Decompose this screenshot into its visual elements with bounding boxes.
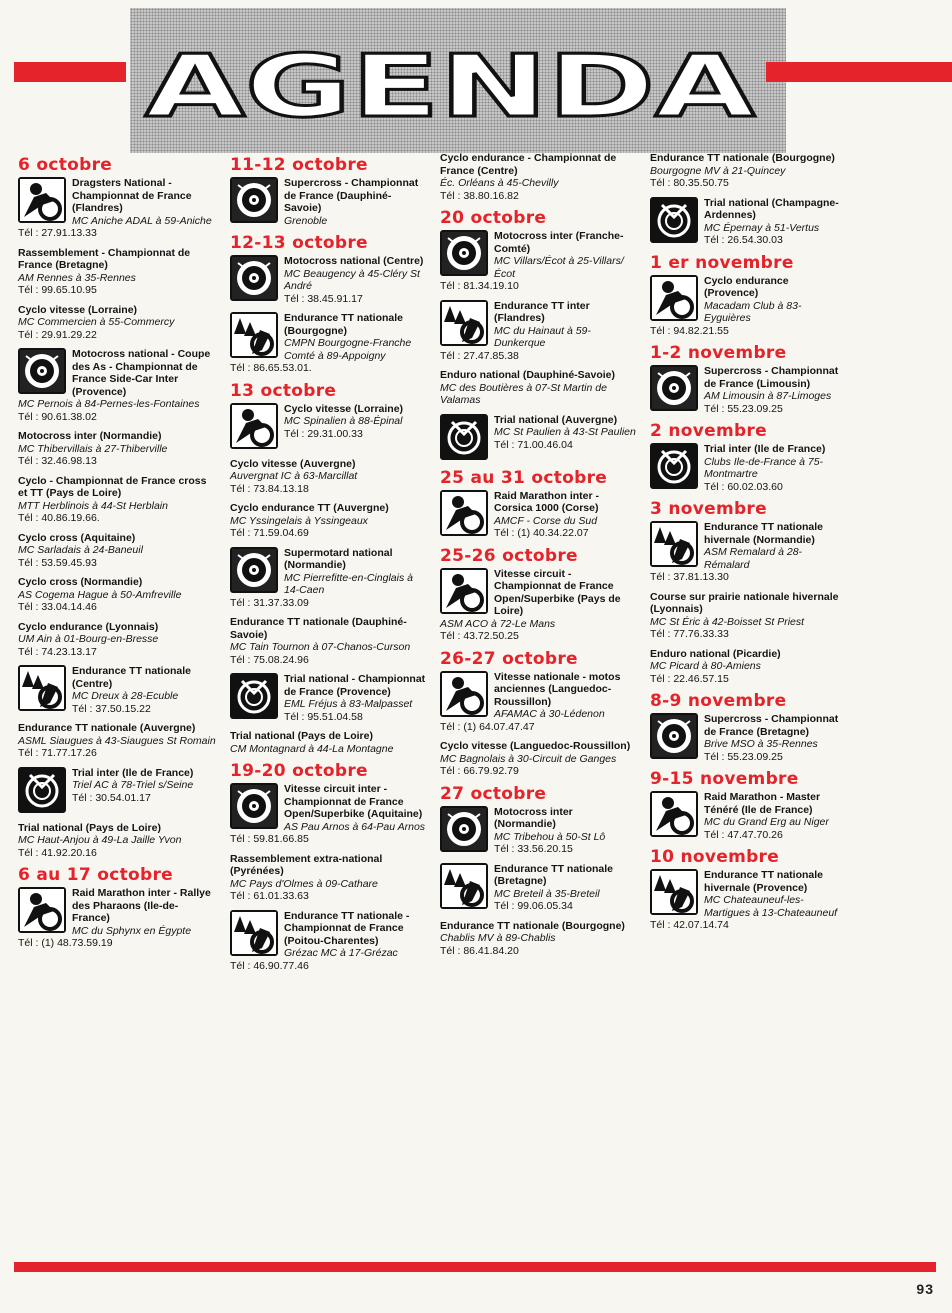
agenda-event — [18, 475, 216, 525]
event-organizer: AM Rennes à 35-Rennes — [18, 271, 136, 284]
event-phone: Tél : 22.46.57.15 — [650, 672, 729, 685]
agenda-event — [650, 443, 844, 493]
agenda-event — [440, 863, 636, 913]
event-phone: Tél : (1) 64.07.47.47 — [440, 720, 535, 733]
event-phone: Tél : 33.04.14.46 — [18, 601, 97, 613]
event-organizer: CMPN Bourgogne-Franche Comté à 89-Appoigny — [284, 337, 412, 362]
event-title: Cyclo endurance TT (Auvergne) — [230, 502, 389, 514]
agenda-event — [650, 197, 844, 247]
event-phone: Tél : 71.77.17.26 — [18, 747, 97, 759]
agenda-event — [650, 869, 844, 932]
moto-icon — [18, 177, 66, 223]
moto-icon — [650, 791, 698, 837]
agenda-event — [230, 312, 426, 375]
agenda-event — [230, 502, 426, 540]
event-title: Dragsters National - Championnat de France (Flandres) — [72, 177, 192, 214]
agenda-event — [230, 910, 426, 973]
event-phone: Tél : 86.41.84.20 — [440, 944, 519, 957]
event-title: Rassemblement - Championnat de France (Bretagne) — [18, 246, 191, 271]
event-phone: Tél : 41.92.20.16 — [18, 846, 97, 859]
event-title: Cyclo vitesse (Lorraine) — [18, 303, 138, 316]
event-title: Enduro national (Dauphiné-Savoie) — [440, 369, 616, 381]
event-organizer: Triel AC à 78-Triel s/Seine — [72, 779, 194, 791]
event-organizer: MC Thibervillais à 27-Thiberville — [18, 442, 168, 455]
event-organizer: ASM Remalard à 28-Rémalard — [704, 546, 803, 571]
event-phone: Tél : 26.54.30.03 — [704, 234, 783, 246]
event-title: Supercross - Championnat de France (Dauphiné-Savoie) — [284, 177, 419, 214]
agenda-event — [440, 414, 636, 462]
event-title: Supercross - Championnat de France (Limousin) — [704, 365, 839, 390]
agenda-event — [18, 430, 216, 468]
event-phone: Tél : 46.90.77.46 — [230, 959, 309, 972]
event-title: Cyclo vitesse (Lorraine) — [284, 402, 404, 415]
event-title: Vitesse circuit inter - Championnat de France Open/Superbike (Aquitaine) — [284, 783, 423, 820]
event-phone: Tél : 73.84.13.18 — [230, 482, 309, 495]
event-organizer: Chablis MV à 89-Chablis — [440, 932, 556, 944]
event-organizer: MC Pernois à 84-Pernes-les-Fontaines — [18, 398, 200, 410]
agenda-event — [18, 822, 216, 860]
event-organizer: MC Haut-Anjou à 49-La Jaille Yvon — [18, 834, 182, 846]
event-organizer: MC du Hainaut à 59-Dunkerque — [494, 324, 591, 349]
event-organizer: MC St Paulien à 43-St Paulien — [494, 426, 636, 438]
moto-icon — [440, 671, 488, 717]
agenda-event — [18, 767, 216, 815]
forest-icon — [440, 300, 488, 346]
event-title: Motocross inter (Normandie) — [494, 805, 573, 830]
event-title: Endurance TT nationale (Auvergne) — [18, 722, 196, 734]
event-organizer: MC St Éric à 42-Boisset St Priest — [650, 615, 805, 628]
forest-icon — [650, 869, 698, 915]
event-organizer: AS Cogema Hague à 50-Amfreville — [18, 588, 182, 601]
agenda-event — [18, 348, 216, 423]
event-phone: Tél : 33.56.20.15 — [494, 843, 573, 855]
event-title: Motocross inter (Normandie) — [18, 430, 162, 442]
agenda-event — [230, 177, 426, 227]
date-heading: 27 octobre — [440, 783, 547, 804]
agenda-event — [18, 621, 216, 659]
event-title: Endurance TT nationale hivernale (Normandie) — [704, 521, 824, 546]
event-phone: Tél : 29.31.00.33 — [284, 427, 363, 440]
date-heading: 26-27 octobre — [440, 648, 578, 669]
event-phone: Tél : 27.91.13.33 — [18, 227, 97, 239]
event-organizer: MC Tribehou à 50-St Lô — [494, 830, 606, 843]
agenda-event — [650, 791, 844, 841]
agenda-event — [18, 576, 216, 614]
event-title: Cyclo vitesse (Languedoc-Roussillon) — [440, 740, 631, 752]
agenda-event — [650, 521, 844, 584]
trial-icon — [650, 443, 698, 489]
wheel-icon — [18, 348, 66, 394]
event-phone: Tél : 38.80.16.82 — [440, 189, 519, 202]
trial-icon — [440, 414, 488, 460]
event-title: Endurance TT nationale (Bourgogne) — [440, 919, 625, 932]
event-phone: Tél : 32.46.98.13 — [18, 455, 97, 467]
wheel-icon — [440, 230, 488, 276]
moto-icon — [440, 568, 488, 614]
event-phone: Tél : 77.76.33.33 — [650, 628, 729, 640]
title-red-bar-right — [766, 62, 952, 82]
date-heading: 3 novembre — [650, 499, 767, 519]
agenda-event — [650, 713, 844, 763]
event-organizer: Macadam Club à 83-Eyguières — [704, 299, 802, 324]
event-phone: Tél : 74.23.13.17 — [18, 645, 97, 658]
event-title: Endurance TT nationale hivernale (Provence) — [704, 869, 824, 894]
event-title: Cyclo endurance (Lyonnais) — [18, 620, 159, 633]
event-title: Cyclo endurance - Championnat de France (Centre) — [440, 152, 617, 177]
agenda-event — [230, 403, 426, 451]
event-organizer: Brive MSO à 35-Rennes — [704, 738, 818, 750]
event-title: Endurance TT nationale (Dauphiné-Savoie) — [230, 616, 407, 641]
event-phone: Tél : (1) 48.73.59.19 — [18, 937, 113, 949]
date-heading: 12-13 octobre — [230, 233, 368, 253]
footer-red-bar — [14, 1262, 936, 1272]
agenda-title — [130, 30, 770, 130]
event-title: Supermotard national (Normandie) — [284, 546, 393, 571]
event-phone: Tél : 71.59.04.69 — [230, 527, 309, 539]
event-organizer: MTT Herblinois à 44-St Herblain — [18, 499, 168, 512]
event-phone: Tél : 81.34.19.10 — [440, 280, 519, 292]
event-phone: Tél : 94.82.21.55 — [650, 324, 729, 337]
event-phone: Tél : 37.50.15.22 — [72, 702, 151, 715]
agenda-event — [230, 853, 426, 903]
event-title: Endurance TT nationale (Bourgogne) — [284, 312, 404, 337]
agenda-event — [18, 887, 216, 950]
agenda-event — [650, 365, 844, 415]
event-title: Trial inter (Ile de France) — [72, 766, 194, 779]
moto-icon — [18, 887, 66, 933]
event-phone: Tél : 47.47.70.26 — [704, 828, 783, 841]
page-number: 93 — [916, 1281, 934, 1297]
event-phone: Tél : 40.86.19.66. — [18, 512, 100, 524]
agenda-event — [230, 616, 426, 666]
event-phone: Tél : 27.47.85.38 — [440, 349, 519, 362]
event-organizer: MC Villars/Écot à 25-Villars/Écot — [494, 255, 624, 280]
event-organizer: MC du Sphynx en Égypte — [72, 924, 192, 937]
event-title: Raid Marathon inter - Corsica 1000 (Corse) — [494, 489, 600, 514]
column-2 — [230, 152, 426, 979]
event-organizer: Auvergnat IC à 63-Marcillat — [230, 470, 358, 482]
event-phone: Tél : 42.07.14.74 — [650, 919, 729, 931]
event-phone: Tél : (1) 40.34.22.07 — [494, 527, 589, 539]
date-heading: 1-2 novembre — [650, 343, 787, 363]
event-title: Motocross inter (Franche-Comté) — [494, 230, 624, 255]
event-phone: Tél : 99.06.05.34 — [494, 900, 573, 912]
column-1 — [18, 152, 216, 957]
agenda-event — [440, 490, 636, 540]
event-title: Enduro national (Picardie) — [650, 647, 781, 660]
event-phone: Tél : 55.23.09.25 — [704, 750, 783, 763]
event-title: Cyclo endurance (Provence) — [704, 274, 789, 299]
date-heading: 25 au 31 octobre — [440, 467, 608, 488]
event-organizer: MC Yssingelais à Yssingeaux — [230, 514, 368, 527]
agenda-event — [440, 152, 636, 202]
event-title: Endurance TT nationale (Bretagne) — [494, 862, 614, 887]
event-phone: Tél : 43.72.50.25 — [440, 630, 519, 642]
event-title: Motocross national (Centre) — [284, 255, 424, 267]
event-organizer: CM Montagnard à 44-La Montagne — [230, 742, 394, 755]
event-title: Vitesse circuit - Championnat de France Open/Superbike (Pays de Loire) — [494, 567, 621, 617]
event-organizer: MC du Grand Erg au Niger — [704, 816, 829, 828]
agenda-event — [230, 730, 426, 755]
trial-icon — [230, 673, 278, 719]
title-red-bar-left — [14, 62, 126, 82]
agenda-event — [230, 255, 426, 305]
event-phone: Tél : 38.45.91.17 — [284, 292, 363, 305]
agenda-event — [440, 806, 636, 856]
forest-icon — [230, 312, 278, 358]
date-heading: 11-12 octobre — [230, 155, 368, 175]
wheel-icon — [230, 547, 278, 593]
agenda-event — [440, 300, 636, 363]
column-4 — [650, 152, 844, 939]
event-phone: Tél : 59.81.66.85 — [230, 833, 309, 845]
event-title: Rassemblement extra-national (Pyrénées) — [230, 852, 383, 877]
date-heading: 25-26 octobre — [440, 545, 578, 566]
agenda-event — [440, 671, 636, 734]
event-organizer: MC Bagnolais à 30-Circuit de Ganges — [440, 752, 617, 765]
event-title: Cyclo cross (Aquitaine) — [18, 531, 136, 544]
event-phone: Tél : 75.08.24.96 — [230, 653, 309, 666]
event-title: Trial national (Champagne-Ardennes) — [704, 196, 839, 221]
column-3 — [440, 152, 636, 964]
event-organizer: MC Commercien à 55-Commercy — [18, 316, 175, 328]
wheel-icon — [230, 255, 278, 301]
event-organizer: Grenoble — [284, 214, 328, 227]
event-organizer: MC des Boutières à 07-St Martin de Valamas — [440, 381, 607, 406]
date-heading: 6 octobre — [18, 155, 113, 175]
agenda-event — [18, 722, 216, 760]
wheel-icon — [440, 806, 488, 852]
event-organizer: EML Fréjus à 83-Malpasset — [284, 698, 413, 710]
event-organizer: AS Pau Arnos à 64-Pau Arnos — [284, 820, 426, 833]
event-phone: Tél : 31.37.33.09 — [230, 596, 309, 609]
event-phone: Tél : 99.65.10.95 — [18, 284, 97, 296]
event-title: Supercross - Championnat de France (Bretagne) — [704, 713, 839, 738]
wheel-icon — [650, 365, 698, 411]
forest-icon — [440, 863, 488, 909]
event-organizer: MC Tain Tournon à 07-Chanos-Curson — [230, 641, 411, 653]
event-organizer: AFAMAC à 30-Lédenon — [494, 708, 605, 720]
wheel-icon — [230, 177, 278, 223]
wheel-icon — [650, 713, 698, 759]
event-title: Endurance TT nationale - Championnat de France (Poitou-Charentes) — [284, 909, 410, 947]
event-organizer: MC Épernay à 51-Vertus — [704, 221, 820, 234]
event-organizer: MC Aniche ADAL à 59-Aniche — [72, 214, 212, 227]
event-phone: Tél : 95.51.04.58 — [284, 710, 363, 723]
event-organizer: AMCF - Corse du Sud — [494, 514, 598, 527]
agenda-event — [18, 247, 216, 297]
event-organizer: MC Chateauneuf-les-Martigues à 13-Chateauneuf — [704, 894, 838, 919]
agenda-event — [650, 275, 844, 338]
wheel-icon — [230, 783, 278, 829]
agenda-event — [440, 568, 636, 643]
event-organizer: Clubs Ile-de-France à 75-Montmartre — [704, 455, 824, 480]
event-organizer: MC Beaugency à 45-Cléry St André — [284, 267, 420, 292]
event-title: Endurance TT inter (Flandres) — [494, 299, 590, 324]
event-organizer: MC Pierrefitte-en-Cinglais à 14-Caen — [284, 571, 413, 596]
forest-icon — [18, 665, 66, 711]
agenda-event — [440, 920, 636, 958]
forest-icon — [230, 910, 278, 956]
event-phone: Tél : 29.91.29.22 — [18, 328, 97, 341]
agenda-event — [18, 532, 216, 570]
agenda-event — [650, 648, 844, 686]
event-phone: Tél : 66.79.92.79 — [440, 765, 519, 777]
event-title: Trial national (Pays de Loire) — [230, 730, 373, 742]
moto-icon — [230, 403, 278, 449]
event-phone: Tél : 71.00.46.04 — [494, 438, 573, 451]
date-heading: 13 octobre — [230, 380, 337, 401]
event-phone: Tél : 37.81.13.30 — [650, 571, 729, 583]
agenda-event — [230, 458, 426, 496]
date-heading: 19-20 octobre — [230, 761, 368, 781]
date-heading: 6 au 17 octobre — [18, 865, 173, 885]
event-organizer: Grézac MC à 17-Grézac — [284, 947, 398, 959]
event-phone: Tél : 55.23.09.25 — [704, 402, 783, 415]
agenda-event — [650, 152, 844, 190]
event-organizer: ASML Siaugues à 43-Siaugues St Romain — [18, 734, 216, 747]
agenda-event — [230, 783, 426, 846]
event-phone: Tél : 53.59.45.93 — [18, 556, 97, 569]
date-heading: 8-9 novembre — [650, 691, 787, 711]
event-organizer: MC Pays d'Olmes à 09-Cathare — [230, 877, 378, 890]
page-title: AGENDA — [145, 37, 756, 130]
agenda-event — [650, 591, 844, 641]
event-title: Raid Marathon inter - Rallye des Pharaons (Ile-de-France) — [72, 887, 211, 924]
event-title: Trial national (Pays de Loire) — [18, 821, 161, 834]
event-organizer: MC Dreux à 28-Ecuble — [72, 690, 179, 702]
event-title: Cyclo - Championnat de France cross et TT (Pays de Loire) — [18, 474, 207, 499]
event-organizer: Bourgogne MV à 21-Quincey — [650, 164, 786, 177]
date-heading: 20 octobre — [440, 208, 547, 228]
event-title: Trial national (Auvergne) — [494, 413, 618, 426]
event-title: Cyclo vitesse (Auvergne) — [230, 457, 356, 470]
event-title: Endurance TT nationale (Bourgogne) — [650, 152, 835, 164]
date-heading: 1 er novembre — [650, 252, 794, 273]
agenda-event — [440, 369, 636, 407]
agenda-event — [230, 547, 426, 610]
event-organizer: UM Ain à 01-Bourg-en-Bresse — [18, 633, 159, 645]
event-organizer: AM Limousin à 87-Limoges — [704, 390, 832, 402]
trial-icon — [18, 767, 66, 813]
event-title: Endurance TT nationale (Centre) — [72, 665, 192, 690]
event-phone: Tél : 61.01.33.63 — [230, 890, 309, 902]
event-organizer: MC Picard à 80-Amiens — [650, 660, 761, 672]
event-organizer: MC Breteil à 35-Breteil — [494, 887, 600, 900]
forest-icon — [650, 521, 698, 567]
date-heading: 9-15 novembre — [650, 769, 799, 789]
event-title: Course sur prairie nationale hivernale (Lyonnais) — [650, 590, 839, 615]
agenda-event — [440, 230, 636, 293]
agenda-event — [18, 304, 216, 342]
event-title: Trial inter (Ile de France) — [704, 443, 826, 455]
event-phone: Tél : 80.35.50.75 — [650, 177, 729, 189]
agenda-event — [440, 740, 636, 778]
event-organizer: MC Spinalien à 88-Épinal — [284, 415, 403, 427]
moto-icon — [440, 490, 488, 536]
agenda-event — [18, 665, 216, 715]
event-organizer: MC Sarladais à 24-Baneuil — [18, 544, 143, 556]
event-title: Vitesse nationale - motos anciennes (Languedoc-Roussillon) — [494, 670, 621, 708]
event-organizer: ASM ACO à 72-Le Mans — [440, 617, 556, 630]
trial-icon — [650, 197, 698, 243]
event-title: Trial national - Championnat de France (Provence) — [284, 673, 426, 698]
date-heading: 10 novembre — [650, 847, 780, 867]
event-title: Raid Marathon - Master Ténéré (Ile de France) — [704, 791, 821, 816]
event-phone: Tél : 90.61.38.02 — [18, 410, 97, 423]
event-organizer: Éc. Orléans à 45-Chevilly — [440, 177, 559, 189]
event-title: Motocross national - Coupe des As - Championnat de France Side-Car Inter (Provence) — [72, 348, 211, 398]
moto-icon — [650, 275, 698, 321]
date-heading: 2 novembre — [650, 421, 767, 441]
agenda-event — [18, 177, 216, 240]
event-title: Cyclo cross (Normandie) — [18, 576, 143, 588]
agenda-event — [230, 673, 426, 723]
event-phone: Tél : 60.02.03.60 — [704, 480, 783, 493]
event-phone: Tél : 86.65.53.01. — [230, 362, 312, 374]
event-phone: Tél : 30.54.01.17 — [72, 791, 151, 804]
